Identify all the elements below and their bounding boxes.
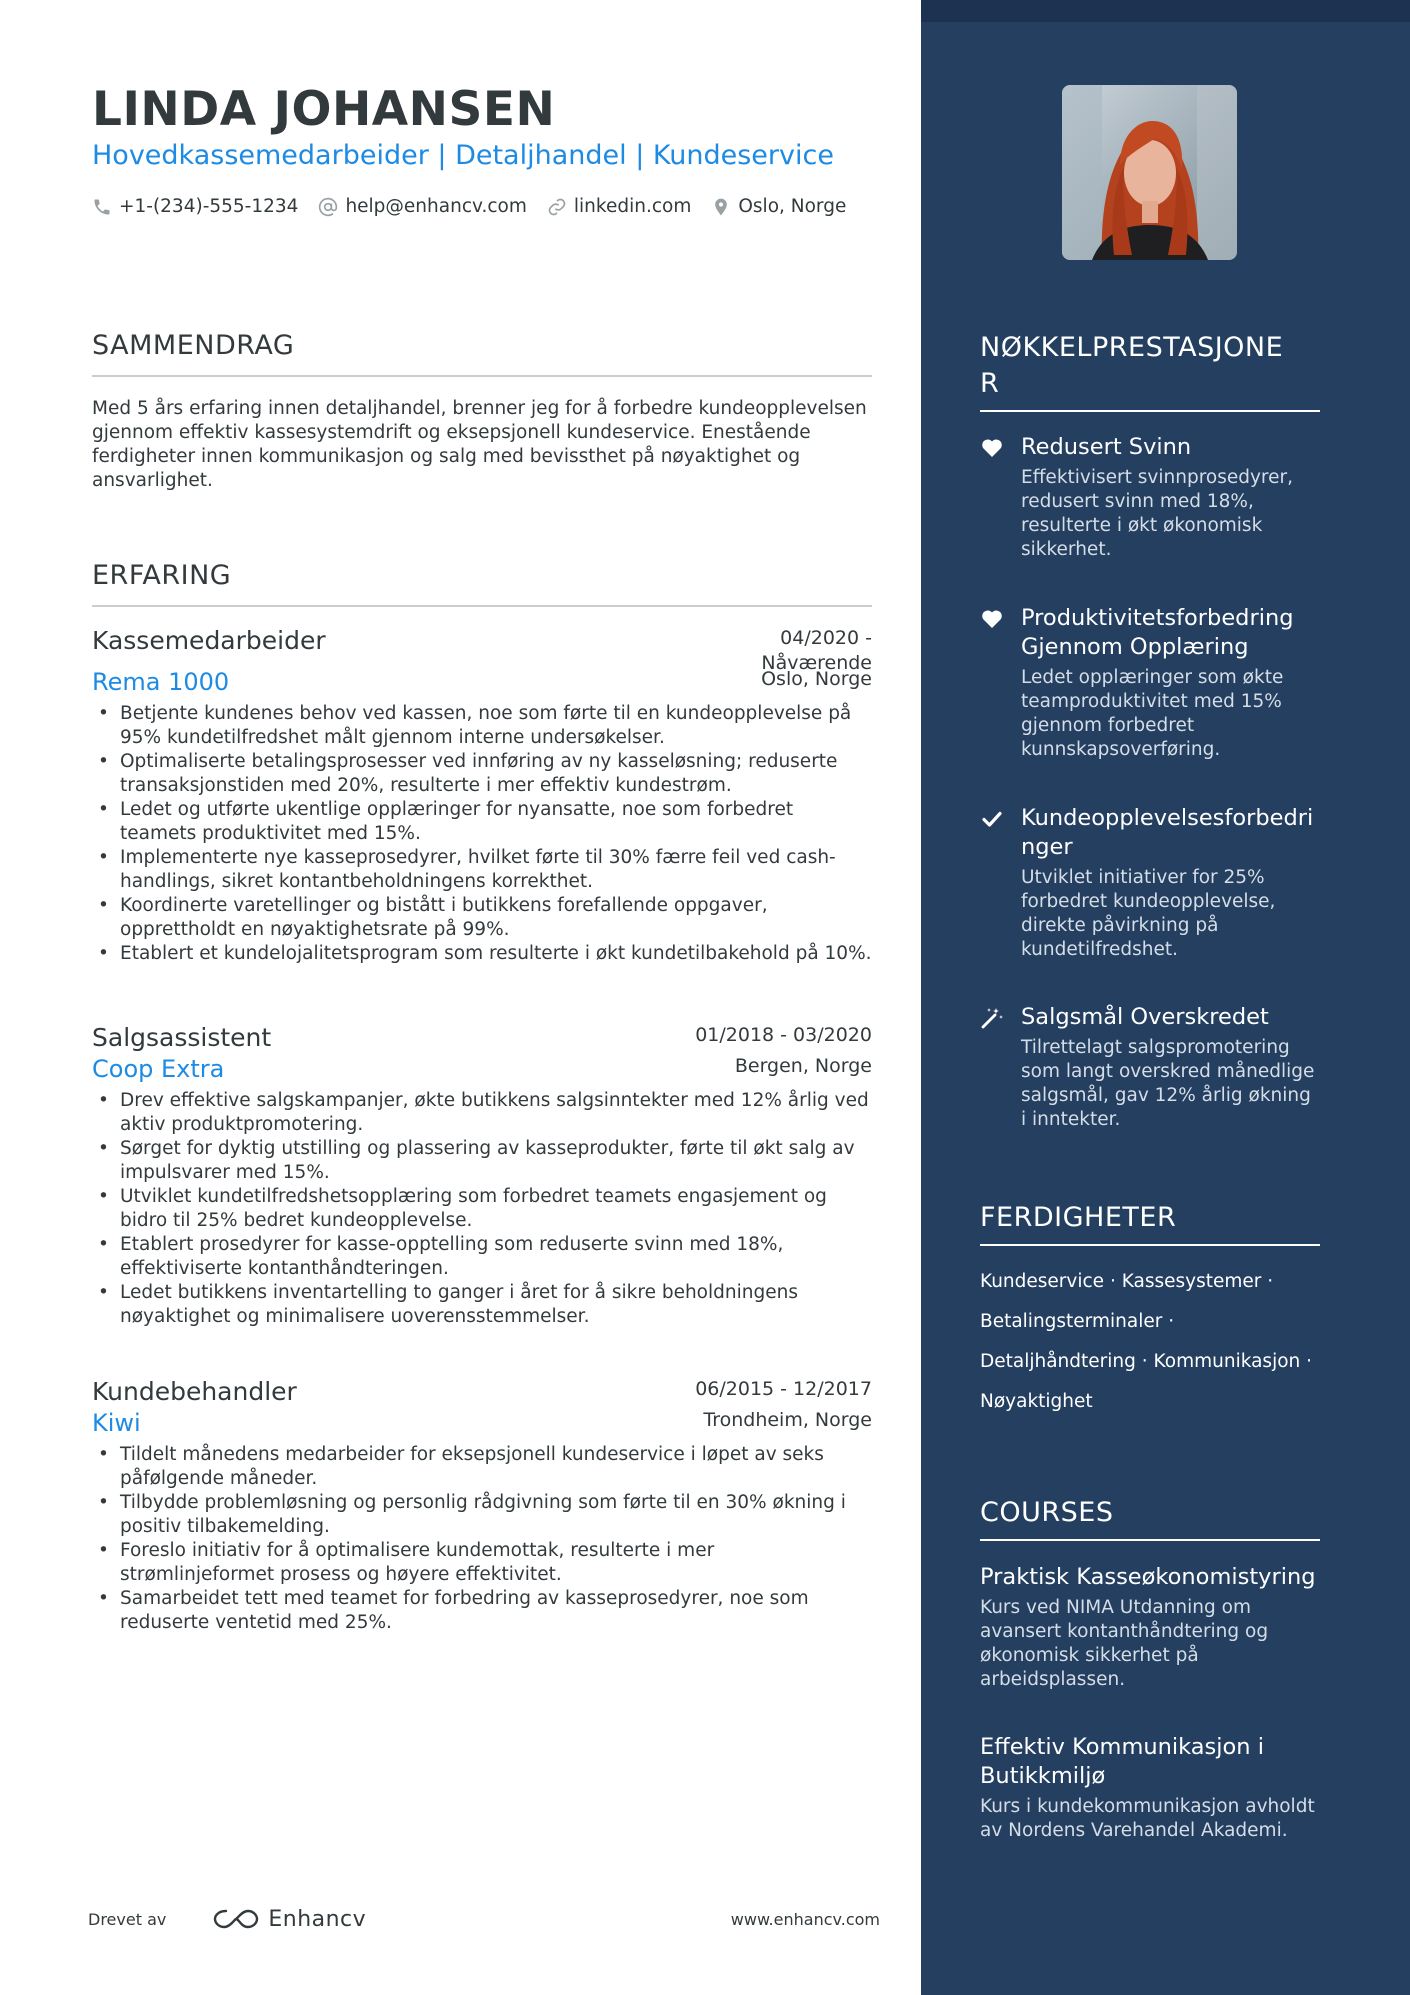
enhancv-logo-icon [212, 1906, 260, 1932]
job-date: 01/2018 - 03/2020 [695, 1024, 872, 1046]
course-item [980, 1563, 1320, 1692]
achievement-desc: Tilrettelagt salgspromotering som langt overskred månedlige salgsmål, gav 12% årlig økning i inntekter. [1021, 1037, 1315, 1130]
achievement-title-line2: nger [1021, 834, 1073, 860]
achievements-heading-line1: NØKKELPRESTASJONE [980, 332, 1284, 363]
course-item [980, 1733, 1320, 1843]
bullet-item: • Ledet butikkens inventartelling to ganger i året for å sikre beholdningens nøyaktighet og minimalisere uoverensstemmelser. [92, 1281, 872, 1329]
skill-separator: · [1162, 1311, 1175, 1332]
sidebar-top-bar [921, 0, 1410, 22]
job-date-end: Nåværende [761, 652, 872, 674]
course-title-line1: Effektiv Kommunikasjon i [980, 1734, 1264, 1760]
job-title: Kassemedarbeider [92, 626, 326, 655]
magic-wand-icon [980, 1006, 1004, 1030]
contact-location [711, 196, 846, 217]
achievement-item [980, 433, 1320, 562]
job-bullets [92, 1089, 872, 1329]
bullet-item: • Betjente kundenes behov ved kassen, noe som førte til en kundeopplevelse på 95% kundetilfredshet målt gjennom interne undersøkelser. [92, 702, 872, 750]
heart-icon [980, 436, 1004, 460]
check-icon [980, 807, 1004, 831]
skills-section [980, 1200, 1320, 1422]
skill-tag: Kundeservice [980, 1271, 1105, 1292]
phone-text: +1-(234)-555-1234 [119, 196, 299, 217]
summary-section [92, 330, 872, 493]
achievements-heading [980, 330, 1320, 412]
phone-icon [92, 197, 112, 217]
bullet-item: • Optimaliserte betalingsprosesser ved innføring av ny kasseløsning; reduserte transaksjonstiden med 20%, resulterte i mer effektiv kundestrøm. [92, 750, 872, 798]
job-date: 06/2015 - 12/2017 [695, 1378, 872, 1400]
achievement-desc: Utviklet initiativer for 25% forbedret kundeopplevelse, direkte påvirkning på kundetilfredshet. [1021, 867, 1276, 960]
skill-separator: · [1135, 1351, 1154, 1372]
job-title: Kundebehandler [92, 1377, 297, 1406]
achievements-heading-line2: R [980, 368, 1000, 399]
company-name[interactable]: Kiwi [92, 1409, 141, 1437]
course-desc: Kurs i kundekommunikasjon avholdt av Nordens Varehandel Akademi. [980, 1796, 1315, 1841]
website-link[interactable]: www.enhancv.com [730, 1909, 880, 1929]
achievement-title: Salgsmål Overskredet [1021, 1004, 1269, 1030]
bullet-item: • Sørget for dyktig utstilling og plassering av kasseprodukter, førte til økt salg av impulsvarer med 15%. [92, 1137, 872, 1185]
contact-linkedin[interactable] [547, 196, 691, 217]
job-entry [92, 1023, 872, 1329]
company-name[interactable]: Coop Extra [92, 1055, 225, 1083]
brand-logo[interactable] [212, 1906, 366, 1932]
profile-photo [1062, 85, 1237, 260]
experience-heading: ERFARING [92, 560, 872, 607]
job-entry [92, 626, 872, 966]
skill-tag: Detaljhåndtering [980, 1351, 1136, 1372]
achievements-section [980, 330, 1320, 412]
job-location: Bergen, Norge [734, 1055, 872, 1077]
job-title: Salgsassistent [92, 1023, 272, 1052]
course-desc: Kurs ved NIMA Utdanning om avansert kontanthåndtering og økonomisk sikkerhet på arbeidsplassen. [980, 1597, 1269, 1690]
bullet-item: • Etablert et kundelojalitetsprogram som resulterte i økt kundetilbakehold på 10%. [92, 942, 872, 966]
skill-separator: · [1261, 1271, 1274, 1292]
achievement-item [980, 604, 1320, 762]
bullet-item: • Implementerte nye kasseprosedyrer, hvilket førte til 30% færre feil ved cash-handlings, sikret kontantbeholdningens korrekthet. [92, 846, 872, 894]
skill-separator: · [1104, 1271, 1122, 1292]
job-entry [92, 1377, 872, 1635]
bullet-item: • Foreslo initiativ for å optimalisere kundemottak, resulterte i mer strømlinjeformet prosess og høyere effektivitet. [92, 1539, 872, 1587]
courses-section [980, 1495, 1320, 1541]
candidate-name: LINDA JOHANSEN [92, 82, 556, 137]
achievement-desc: Effektivisert svinnprosedyrer, redusert svinn med 18%, resulterte i økt økonomisk sikkerhet. [1021, 467, 1293, 560]
bullet-item: • Tilbydde problemløsning og personlig rådgivning som førte til en 30% økning i positiv tilbakemelding. [92, 1491, 872, 1539]
bullet-item: • Tildelt månedens medarbeider for eksepsjonell kundeservice i løpet av seks påfølgende måneder. [92, 1443, 872, 1491]
achievement-item [980, 804, 1320, 962]
heart-icon [980, 607, 1004, 631]
achievement-title [1021, 804, 1320, 862]
skills-list [980, 1262, 1320, 1422]
powered-by-label: Drevet av [88, 1909, 167, 1929]
brand-name: Enhancv [268, 1906, 367, 1932]
bullet-item: • Ledet og utførte ukentlige opplæringer for nyansatte, noe som forbedret teamets produktivitet med 15%. [92, 798, 872, 846]
course-title: Praktisk Kasseøkonomistyring [980, 1564, 1316, 1590]
bullet-item: • Utviklet kundetilfredshetsopplæring som forbedret teamets engasjement og bidro til 25% bedret kundeopplevelse. [92, 1185, 872, 1233]
skill-tag: Betalingsterminaler [980, 1311, 1163, 1332]
achievement-title: Redusert Svinn [1021, 434, 1192, 460]
bullet-item: • Drev effektive salgskampanjer, økte butikkens salgsinntekter med 12% årlig ved aktiv produktpromotering. [92, 1089, 872, 1137]
job-date-start: 04/2020 - [780, 627, 872, 649]
linkedin-text: linkedin.com [573, 196, 692, 217]
location-text: Oslo, Norge [738, 196, 847, 217]
contact-phone[interactable] [92, 196, 298, 217]
job-bullets [92, 1443, 872, 1635]
bullet-item: • Koordinerte varetellinger og bistått i butikkens forefallende oppgaver, opprettholdt en nøyaktighetsrate på 99%. [92, 894, 872, 942]
job-location: Oslo, Norge [761, 668, 872, 690]
location-pin-icon [711, 197, 731, 217]
skill-tag: Kassesystemer [1121, 1271, 1262, 1292]
contact-email[interactable] [318, 196, 526, 217]
at-icon [318, 197, 338, 217]
sidebar [921, 0, 1410, 1995]
bullet-item: • Samarbeidet tett med teamet for forbedring av kasseprosedyrer, noe som reduserte ventetid med 25%. [92, 1587, 872, 1635]
summary-text: Med 5 års erfaring innen detaljhandel, brenner jeg for å forbedre kundeopplevelsen gjennom effektiv kassesystemdrift og eksepsjonell kundeservice. Enestående ferdigheter innen kommunikasjon og salg med bevissthet på nøyaktighet og ansvarlighet. [92, 398, 867, 491]
candidate-headline: Hovedkassemedarbeider | Detaljhandel | Kundeservice [92, 140, 834, 171]
email-text: help@enhancv.com [345, 196, 527, 217]
skill-separator: · [1300, 1351, 1313, 1372]
job-bullets [92, 702, 872, 966]
achievement-title-line2: Gjennom Opplæring [1021, 634, 1249, 660]
achievement-title-line1: Kundeopplevelsesforbedri [1021, 805, 1314, 831]
course-title [980, 1733, 1320, 1791]
portrait-image [1062, 85, 1237, 260]
footer [88, 1906, 880, 1932]
achievement-title-line1: Produktivitetsforbedring [1021, 605, 1294, 631]
courses-heading: COURSES [980, 1495, 1320, 1541]
skill-tag: Nøyaktighet [980, 1391, 1093, 1412]
job-location: Trondheim, Norge [703, 1409, 872, 1431]
company-name[interactable]: Rema 1000 [92, 668, 230, 696]
link-icon [547, 197, 567, 217]
experience-section [92, 560, 872, 607]
course-title-line2: Butikkmiljø [980, 1763, 1106, 1789]
skills-heading: FERDIGHETER [980, 1200, 1320, 1246]
achievement-title [1021, 604, 1320, 662]
skill-tag: Kommunikasjon [1153, 1351, 1301, 1372]
summary-heading: SAMMENDRAG [92, 330, 872, 377]
contact-bar [92, 196, 866, 217]
bullet-item: • Etablert prosedyrer for kasse-opptelling som reduserte svinn med 18%, effektiviserte kontanthåndteringen. [92, 1233, 872, 1281]
achievement-item [980, 1003, 1320, 1132]
achievement-desc: Ledet opplæringer som økte teamproduktivitet med 15% gjennom forbedret kunnskapsoverføring. [1021, 667, 1284, 760]
